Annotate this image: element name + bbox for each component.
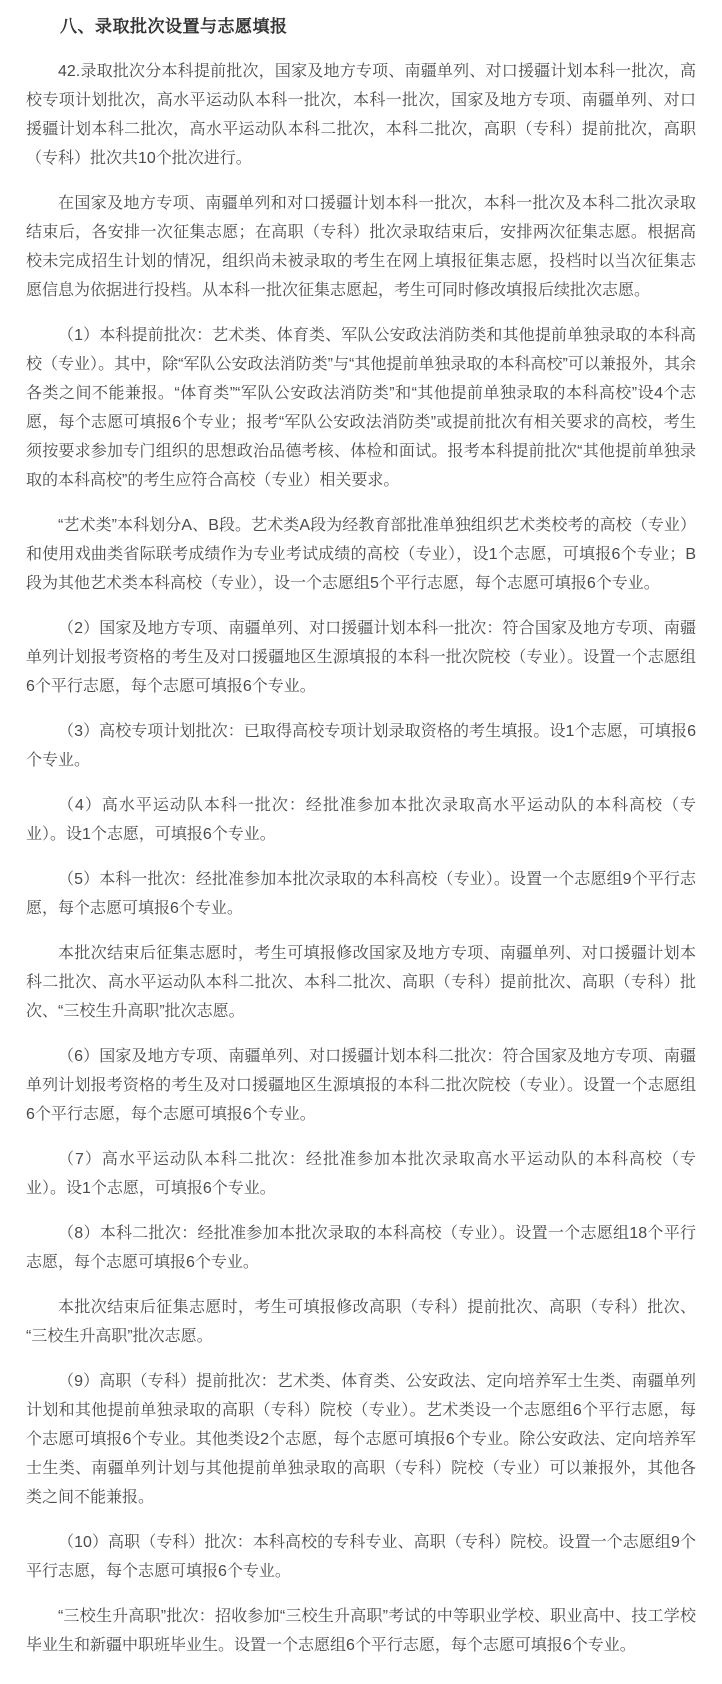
paragraph: （4）高水平运动队本科一批次：经批准参加本批次录取高水平运动队的本科高校（专业）。设1个志愿，可填报6个专业。: [26, 797, 696, 843]
paragraph: （10）高职（专科）批次：本科高校的专科专业、高职（专科）院校。设置一个志愿组9个平行志愿，每个志愿可填报6个专业。: [26, 1534, 696, 1580]
paragraph: （5）本科一批次：经批准参加本批次录取的本科高校（专业）。设置一个志愿组9个平行志愿，每个志愿可填报6个专业。: [26, 871, 696, 917]
paragraph: 42.录取批次分本科提前批次，国家及地方专项、南疆单列、对口援疆计划本科一批次，高校专项计划批次，高水平运动队本科一批次，本科一批次，国家及地方专项、南疆单列、对口援疆计划本科二批次，高水平运动队本科二批次，本科二批次，高职（专科）提前批次，高职（专科）批次共10个批次进行。: [26, 63, 696, 167]
section-heading: 八、录取批次设置与志愿填报: [60, 17, 288, 36]
paragraph: （6）国家及地方专项、南疆单列、对口援疆计划本科二批次：符合国家及地方专项、南疆单列计划报考资格的考生及对口援疆地区生源填报的本科二批次院校（专业）。设置一个志愿组6个平行志愿，每个志愿可填报6个专业。: [26, 1048, 696, 1123]
paragraph: （1）本科提前批次：艺术类、体育类、军队公安政法消防类和其他提前单独录取的本科高校（专业）。其中，除“军队公安政法消防类”与“其他提前单独录取的本科高校”可以兼报外，其余各类之间不能兼报。“体育类”“军队公安政法消防类”和“其他提前单独录取的本科高校”设4个志愿，每个志愿可填报6个专业；报考“军队公安政法消防类”或提前批次有相关要求的高校，考生须按要求参加专门组织的思想政治品德考核、体检和面试。报考本科提前批次“其他提前单独录取的本科高校”的考生应符合高校（专业）相关要求。: [26, 327, 696, 489]
paragraph: 在国家及地方专项、南疆单列和对口援疆计划本科一批次，本科一批次及本科二批次录取结束后，各安排一次征集志愿；在高职（专科）批次录取结束后，安排两次征集志愿。根据高校未完成招生计划的情况，组织尚未被录取的考生在网上填报征集志愿，投档时以当次征集志愿信息为依据进行投档。从本科一批次征集志愿起，考生可同时修改填报后续批次志愿。: [26, 195, 696, 299]
paragraph: （8）本科二批次：经批准参加本批次录取的本科高校（专业）。设置一个志愿组18个平行志愿，每个志愿可填报6个专业。: [26, 1225, 696, 1271]
paragraph: “三校生升高职”批次：招收参加“三校生升高职”考试的中等职业学校、职业高中、技工学校毕业生和新疆中职班毕业生。设置一个志愿组6个平行志愿，每个志愿可填报6个专业。: [26, 1608, 696, 1654]
paragraph: （3）高校专项计划批次：已取得高校专项计划录取资格的考生填报。设1个志愿，可填报6个专业。: [26, 723, 696, 769]
paragraph: 本批次结束后征集志愿时，考生可填报修改国家及地方专项、南疆单列、对口援疆计划本科二批次、高水平运动队本科二批次、本科二批次、高职（专科）提前批次、高职（专科）批次、“三校生升高职”批次志愿。: [26, 945, 696, 1020]
paragraph: （2）国家及地方专项、南疆单列、对口援疆计划本科一批次：符合国家及地方专项、南疆单列计划报考资格的考生及对口援疆地区生源填报的本科一批次院校（专业）。设置一个志愿组6个平行志愿，每个志愿可填报6个专业。: [26, 620, 696, 695]
paragraph: “艺术类”本科划分A、B段。艺术类A段为经教育部批准单独组织艺术类校考的高校（专业）和使用戏曲类省际联考成绩作为专业考试成绩的高校（专业），设1个志愿，可填报6个专业；B段为其他艺术类本科高校（专业），设一个志愿组5个平行志愿，每个志愿可填报6个专业。: [26, 517, 696, 592]
paragraph: （7）高水平运动队本科二批次：经批准参加本批次录取高水平运动队的本科高校（专业）。设1个志愿，可填报6个专业。: [26, 1151, 696, 1197]
paragraph: 本批次结束后征集志愿时，考生可填报修改高职（专科）提前批次、高职（专科）批次、“三校生升高职”批次志愿。: [26, 1299, 696, 1345]
paragraph: （9）高职（专科）提前批次：艺术类、体育类、公安政法、定向培养军士生类、南疆单列计划和其他提前单独录取的高职（专科）院校（专业）。艺术类设一个志愿组6个平行志愿，每个志愿可填报6个专业。其他类设2个志愿，每个志愿可填报6个专业。除公安政法、定向培养军士生类、南疆单列计划与其他提前单独录取的高职（专科）院校（专业）可以兼报外，其他各类之间不能兼报。: [26, 1373, 696, 1506]
